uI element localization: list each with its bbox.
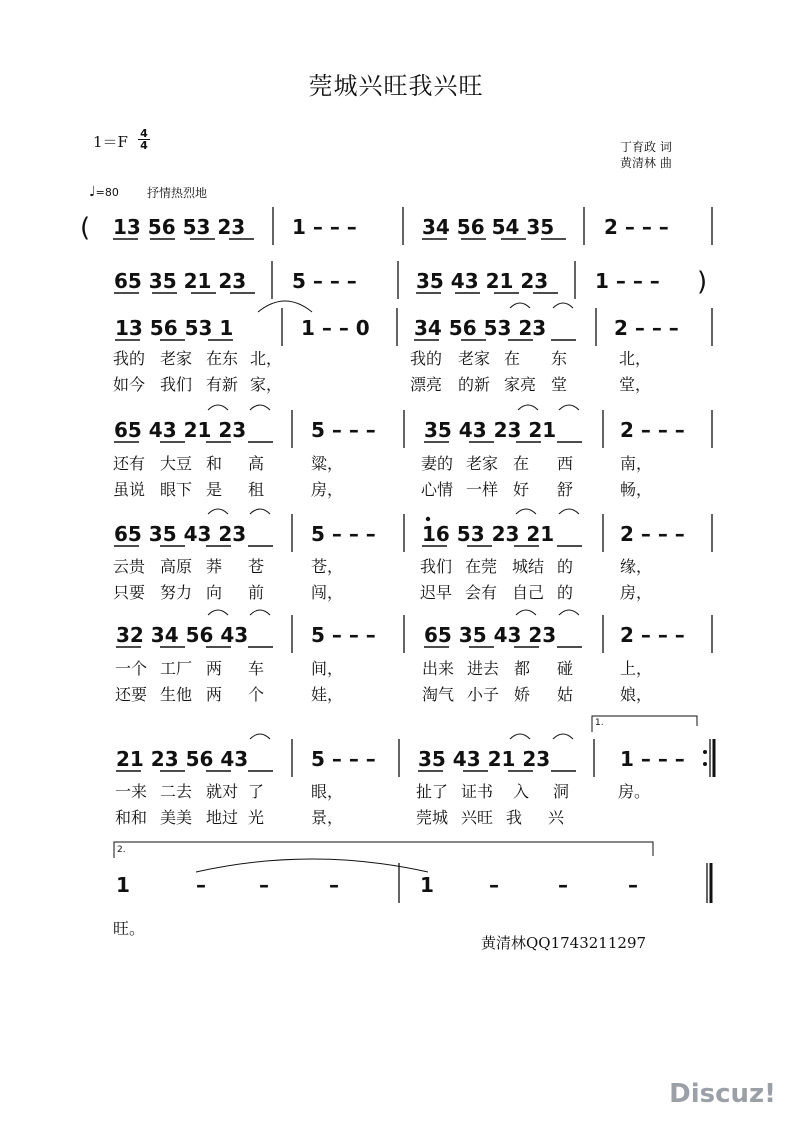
lyric: 家，: [250, 375, 283, 394]
lyric: 高原: [160, 557, 193, 576]
lyric: 的: [557, 583, 574, 602]
lyric: 自己: [512, 583, 545, 602]
notes-s6-n4: –: [329, 873, 339, 897]
lyric: 北，: [250, 349, 283, 368]
notes-s2-m2: 5 – – –: [311, 418, 376, 442]
expression-marking: 抒情热烈地: [147, 186, 208, 200]
lyric: 美美: [160, 808, 193, 827]
lyric: 闯，: [311, 583, 344, 602]
lyric: 老家: [458, 349, 491, 368]
lyric: 进去: [467, 659, 500, 678]
lyric: 淘气: [422, 685, 455, 704]
lyric: 云贵: [113, 557, 146, 576]
notes-s4-m1: 32 34 56 43: [116, 623, 249, 647]
lyric: 扯了: [416, 782, 449, 801]
lyric: 房，: [311, 480, 344, 499]
lyric: 我的: [410, 349, 443, 368]
lyric: 入: [513, 782, 530, 801]
lyric: 证书: [461, 782, 494, 801]
lyric: 老家: [466, 454, 499, 473]
lyric: 家亮: [504, 375, 537, 394]
lyric: 两: [206, 659, 223, 678]
intro-paren-open: (: [80, 213, 91, 243]
notes-s4-m2: 5 – – –: [311, 623, 376, 647]
lyric: 高: [248, 454, 265, 473]
lyric: 虽说: [113, 480, 146, 499]
slurs-s1: [258, 301, 573, 312]
lyric: 在: [504, 349, 521, 368]
notes-intro2-m1: 65 35 21 23: [114, 269, 247, 293]
lyric: 和: [206, 454, 223, 473]
notes-intro1-m3: 34 56 54 35: [422, 215, 555, 239]
lyric: 在莞: [465, 557, 498, 576]
lyric: 南，: [620, 454, 653, 473]
lyric: 东: [551, 349, 568, 368]
tempo-value: =80: [95, 186, 119, 199]
notes-s6-n7: –: [558, 873, 568, 897]
lyric: 是: [206, 480, 223, 499]
lyric: 地过: [206, 808, 239, 827]
lyric: 兴: [548, 808, 565, 827]
lyricist-credit: 丁育政 词: [620, 140, 672, 154]
lyric: 一来: [115, 782, 148, 801]
lyric: 还要: [115, 685, 148, 704]
notes-s2-m4: 2 – – –: [620, 418, 685, 442]
lyric: 眼，: [311, 782, 344, 801]
volta-1-label: 1.: [595, 718, 604, 728]
lyric: 大豆: [160, 454, 193, 473]
notes-s2-m1: 65 43 21 23: [114, 418, 247, 442]
lyric: 碰: [557, 659, 574, 678]
lyric: 二去: [160, 782, 193, 801]
lyric: 莞城: [416, 808, 449, 827]
notes-s1-m2: 1 – – 0: [301, 316, 370, 340]
slurs-s4: [208, 610, 579, 615]
lyric: 就对: [206, 782, 239, 801]
notes-s6-n6: –: [489, 873, 499, 897]
lyric: 妻的: [421, 454, 454, 473]
volta-2-bracket: [114, 842, 653, 858]
repeat-end-barline: [703, 739, 714, 777]
lyric: 我: [506, 808, 523, 827]
lyric: 都: [514, 659, 531, 678]
notes-intro2-m2: 5 – – –: [292, 269, 357, 293]
lyric: 我的: [113, 349, 146, 368]
lyric: 北，: [619, 349, 652, 368]
notes-s6-n1: 1: [116, 873, 130, 897]
key-signature: 1＝F: [93, 133, 128, 151]
lyric: 老家: [160, 349, 193, 368]
composer-credit: 黄清林 曲: [620, 156, 672, 170]
lyric: 光: [248, 808, 265, 827]
notes-s1-m4: 2 – – –: [614, 316, 679, 340]
lyric: 洞: [553, 782, 570, 801]
lyric: 小子: [467, 685, 500, 704]
slurs-s5: [250, 734, 573, 739]
lyric: 房。: [618, 782, 651, 801]
notes-intro1-m2: 1 – – –: [292, 215, 357, 239]
lyric: 缘，: [620, 557, 653, 576]
notes-intro2-m4: 1 – – –: [595, 269, 660, 293]
lyric: 堂，: [619, 375, 652, 394]
lyric: 工厂: [160, 659, 193, 678]
lyric: 舒: [557, 480, 574, 499]
lyric: 出来: [422, 659, 455, 678]
lyric: 了: [248, 782, 265, 801]
lyric: 西: [557, 454, 574, 473]
notes-s1-m1: 13 56 53 1: [115, 316, 234, 340]
lyric: 莽: [206, 557, 223, 576]
lyric: 车: [248, 659, 265, 678]
notes-s1-m3: 34 56 53 23: [414, 316, 547, 340]
time-signature-top: 4: [138, 128, 150, 140]
tie-s6: [196, 859, 428, 872]
song-title: 莞城兴旺我兴旺: [308, 72, 484, 100]
notes-s4-m4: 2 – – –: [620, 623, 685, 647]
lyric: 在东: [206, 349, 239, 368]
notes-s4-m3: 65 35 43 23: [424, 623, 557, 647]
slurs-s2: [208, 405, 579, 410]
arranger-signature: 黄清林QQ1743211297: [481, 934, 647, 952]
lyric: 漂亮: [410, 375, 443, 394]
barlines-s6: [399, 863, 707, 903]
lyric: 和和: [115, 808, 148, 827]
lyric: 个: [248, 685, 265, 704]
volta-2-label: 2.: [117, 845, 126, 855]
notes-s5-m1: 21 23 56 43: [116, 747, 249, 771]
slurs-s3: [208, 509, 579, 514]
notes-intro1-m1: 13 56 53 23: [113, 215, 246, 239]
lyric: 会有: [465, 583, 498, 602]
lyric: 一样: [466, 480, 499, 499]
lyric: 生他: [160, 685, 193, 704]
lyric: 粱，: [311, 454, 344, 473]
lyric: 间，: [311, 659, 344, 678]
lyric: 景，: [311, 808, 344, 827]
lyric: 我们: [160, 375, 193, 394]
quarter-note-icon: ♩: [89, 184, 96, 200]
lyric: 姑: [557, 685, 574, 704]
notes-intro2-m3: 35 43 21 23: [416, 269, 549, 293]
notes-s2-m3: 35 43 23 21: [424, 418, 557, 442]
lyric: 娇: [514, 685, 531, 704]
lyric: 在: [513, 454, 530, 473]
lyric: 有新: [206, 375, 239, 394]
lyric: 向: [206, 583, 223, 602]
volta-1-bracket: [592, 716, 697, 732]
lyric: 前: [248, 583, 265, 602]
lyric: 上，: [620, 659, 653, 678]
notes-s5-m4: 1 – – –: [620, 747, 685, 771]
lyric: 娘，: [620, 685, 653, 704]
lyric: 还有: [113, 454, 146, 473]
lyric: 只要: [113, 583, 146, 602]
notes-s5-m2: 5 – – –: [311, 747, 376, 771]
lyric: 心情: [421, 480, 454, 499]
notes-s5-m3: 35 43 21 23: [418, 747, 551, 771]
lyric: 兴旺: [461, 808, 494, 827]
lyric: 努力: [160, 583, 193, 602]
notes-s6-n3: –: [259, 873, 269, 897]
lyric: 一个: [115, 659, 148, 678]
lyric: 租: [248, 480, 265, 499]
lyric: 我们: [420, 557, 453, 576]
high-octave-dot: [426, 517, 430, 521]
lyric: 畅，: [620, 480, 653, 499]
notes-intro1-m4: 2 – – –: [604, 215, 669, 239]
forum-watermark: Discuz!: [669, 1079, 776, 1109]
lyric: 的新: [458, 375, 491, 394]
lyric: 旺。: [113, 919, 146, 938]
notes-s3-m1: 65 35 43 23: [114, 522, 247, 546]
lyric: 苍，: [311, 557, 344, 576]
lyric: 好: [513, 480, 530, 499]
lyric: 如今: [113, 375, 146, 394]
notes-s6-n8: –: [628, 873, 638, 897]
lyric: 娃，: [311, 685, 344, 704]
lyric: 迟早: [420, 583, 453, 602]
lyric: 的: [557, 557, 574, 576]
lyric: 苍: [248, 557, 265, 576]
lyric: 房，: [620, 583, 653, 602]
notes-s3-m2: 5 – – –: [311, 522, 376, 546]
lyric: 城结: [512, 557, 545, 576]
time-signature-bottom: 4: [140, 139, 148, 152]
notes-s6-n5: 1: [420, 873, 434, 897]
lyric: 堂: [551, 375, 568, 394]
notes-s3-m4: 2 – – –: [620, 522, 685, 546]
notes-s3-m3: 16 53 23 21: [422, 522, 555, 546]
lyric: 眼下: [160, 480, 193, 499]
notes-s6-n2: –: [196, 873, 206, 897]
intro-paren-close: ): [697, 267, 708, 297]
lyric: 两: [206, 685, 223, 704]
